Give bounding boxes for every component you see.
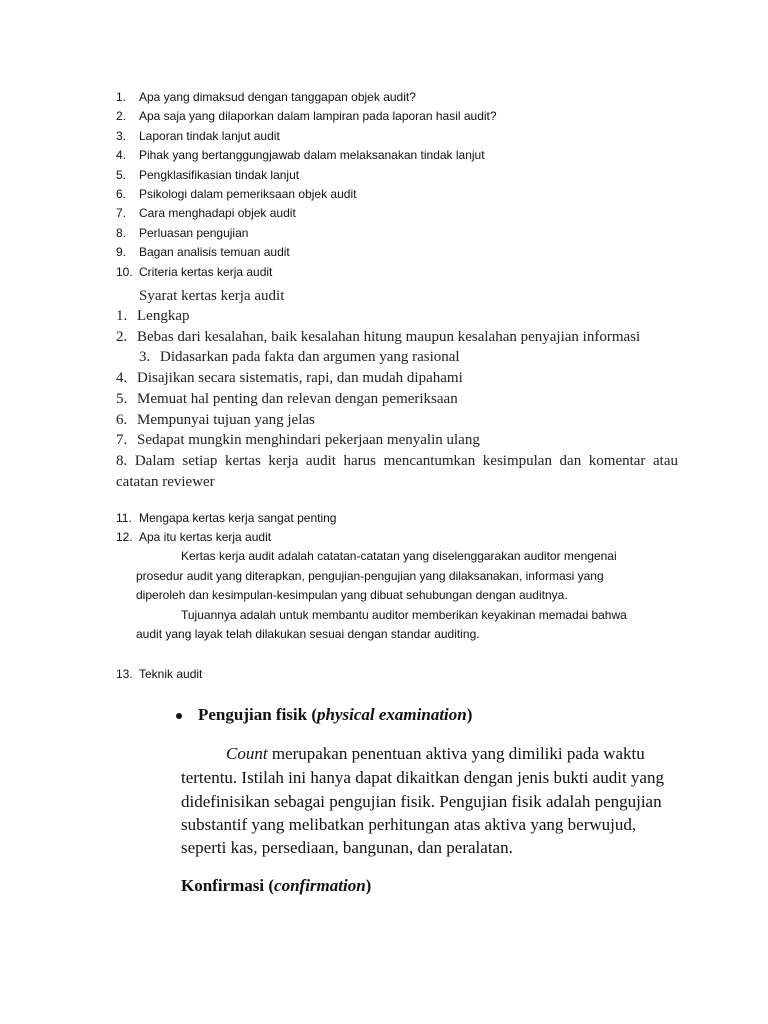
question-text: Psikologi dalam pemeriksaan objek audit <box>139 187 357 201</box>
paragraph-line-text: seperti kas, persediaan, bangunan, dan peralatan. <box>181 838 513 857</box>
question-number: 2. <box>116 109 127 124</box>
question-item <box>116 129 280 143</box>
bullet-dot-icon <box>176 713 182 719</box>
question-item <box>116 226 248 240</box>
syarat-item-number: 6. <box>116 411 128 428</box>
question-item <box>116 109 497 123</box>
paragraph-line-text: tertentu. Istilah ini hanya dapat dikaitkan dengan jenis bukti audit yang <box>181 768 664 787</box>
syarat-item <box>116 432 480 449</box>
paragraph-line-text: didefinisikan sebagai pengujian fisik. Pengujian fisik adalah pengujian <box>181 792 662 811</box>
question-item <box>116 206 296 220</box>
syarat-item <box>116 370 463 387</box>
question-number: 4. <box>116 148 127 163</box>
paragraph-line <box>181 815 636 835</box>
paragraph-line <box>181 768 664 788</box>
syarat-item-text: Memuat hal penting dan relevan dengan pemeriksaan <box>137 390 458 407</box>
paragraph-first-word: Count <box>226 744 268 763</box>
question-number: 9. <box>116 245 127 260</box>
question-item <box>116 265 272 279</box>
question-13 <box>116 667 202 681</box>
syarat-item-8-line2: catatan reviewer <box>116 474 215 490</box>
question-text: Apa itu kertas kerja audit <box>139 530 272 544</box>
syarat-item <box>139 349 460 366</box>
question-item <box>116 168 299 182</box>
question-number: 7. <box>116 206 127 221</box>
question-item <box>116 148 485 162</box>
question-number: 3. <box>116 128 127 143</box>
syarat-item <box>116 412 315 429</box>
question-text: Pihak yang bertanggungjawab dalam melaksanakan tindak lanjut <box>139 148 485 163</box>
question-text: Mengapa kertas kerja sangat penting <box>139 511 337 525</box>
question-item <box>116 90 416 104</box>
question-number: 6. <box>116 187 127 201</box>
answer-12-line: audit yang layak telah dilakukan sesuai dengan standar auditing. <box>136 627 480 641</box>
paragraph-line-text: substantif yang melibatkan perhitungan atas aktiva yang berwujud, <box>181 815 637 834</box>
syarat-item-text: Mempunyai tujuan yang jelas <box>137 411 315 428</box>
paragraph-line <box>181 792 662 812</box>
question-text: Apa yang dimaksud dengan tanggapan objek audit? <box>139 90 416 104</box>
question-number: 10. <box>116 264 133 279</box>
bullet-heading-pengujian-fisik: Pengujian fisik (physical examination) <box>198 705 473 724</box>
question-number: 1. <box>116 90 127 104</box>
paragraph-line <box>226 744 645 764</box>
question-item <box>116 511 336 525</box>
answer-12-line: prosedur audit yang diterapkan, pengujian-pengujian yang dilaksanakan, informasi yang <box>136 569 604 583</box>
question-text: Cara menghadapi objek audit <box>139 206 296 221</box>
syarat-item <box>116 308 189 325</box>
syarat-item-number: 5. <box>116 390 128 407</box>
question-number: 5. <box>116 167 127 182</box>
syarat-item-number: 7. <box>116 432 128 449</box>
question-13-text: Teknik audit <box>139 667 203 681</box>
syarat-item-8-line1: 8. Dalam setiap kertas kerja audit harus mencantumkan kesimpulan dan komentar atau <box>116 453 678 469</box>
question-number: 12. <box>116 530 133 544</box>
answer-12-line: Kertas kerja audit adalah catatan-catatan yang diselenggarakan auditor mengenai <box>181 549 617 563</box>
konfirmasi-text: Konfirmasi <box>181 876 265 895</box>
konfirmasi-italic-text: confirmation <box>274 876 366 895</box>
syarat-item-number: 2. <box>116 328 128 345</box>
syarat-title: Syarat kertas kerja audit <box>139 288 285 304</box>
question-item <box>116 187 356 201</box>
question-text: Perluasan pengujian <box>139 225 249 240</box>
syarat-item-text: Didasarkan pada fakta dan argumen yang rasional <box>160 349 460 366</box>
question-number: 11. <box>116 511 132 525</box>
question-item <box>116 245 290 259</box>
question-13-number: 13. <box>116 667 133 681</box>
answer-12-line: diperoleh dan kesimpulan-kesimpulan yang dibuat sehubungan dengan auditnya. <box>136 588 568 602</box>
question-text: Apa saja yang dilaporkan dalam lampiran pada laporan hasil audit? <box>139 109 497 124</box>
paragraph-line <box>181 838 513 858</box>
heading-italic-text: physical examination <box>317 705 467 724</box>
syarat-item-text: Sedapat mungkin menghindari pekerjaan menyalin ulang <box>137 432 480 449</box>
syarat-item-number: 3. <box>139 349 151 366</box>
question-text: Laporan tindak lanjut audit <box>139 128 280 143</box>
question-text: Pengklasifikasian tindak lanjut <box>139 167 300 182</box>
question-item <box>116 530 271 544</box>
syarat-item-number: 4. <box>116 370 128 387</box>
question-text: Criteria kertas kerja audit <box>139 264 273 279</box>
syarat-item-text: Bebas dari kesalahan, baik kesalahan hitung maupun kesalahan penyajian informasi <box>137 328 641 345</box>
question-number: 8. <box>116 225 127 240</box>
syarat-item <box>116 391 458 408</box>
konfirmasi-heading: Konfirmasi (confirmation) <box>181 876 372 895</box>
syarat-item <box>116 329 640 346</box>
answer-12-line: Tujuannya adalah untuk membantu auditor memberikan keyakinan memadai bahwa <box>181 608 627 622</box>
paragraph-line-text: merupakan penentuan aktiva yang dimiliki pada waktu <box>267 744 645 763</box>
heading-text: Pengujian fisik <box>198 705 308 724</box>
syarat-item-text: Disajikan secara sistematis, rapi, dan mudah dipahami <box>137 370 463 387</box>
syarat-item-number: 1. <box>116 308 128 324</box>
question-text: Bagan analisis temuan audit <box>139 245 290 260</box>
syarat-item-text: Lengkap <box>137 308 190 324</box>
